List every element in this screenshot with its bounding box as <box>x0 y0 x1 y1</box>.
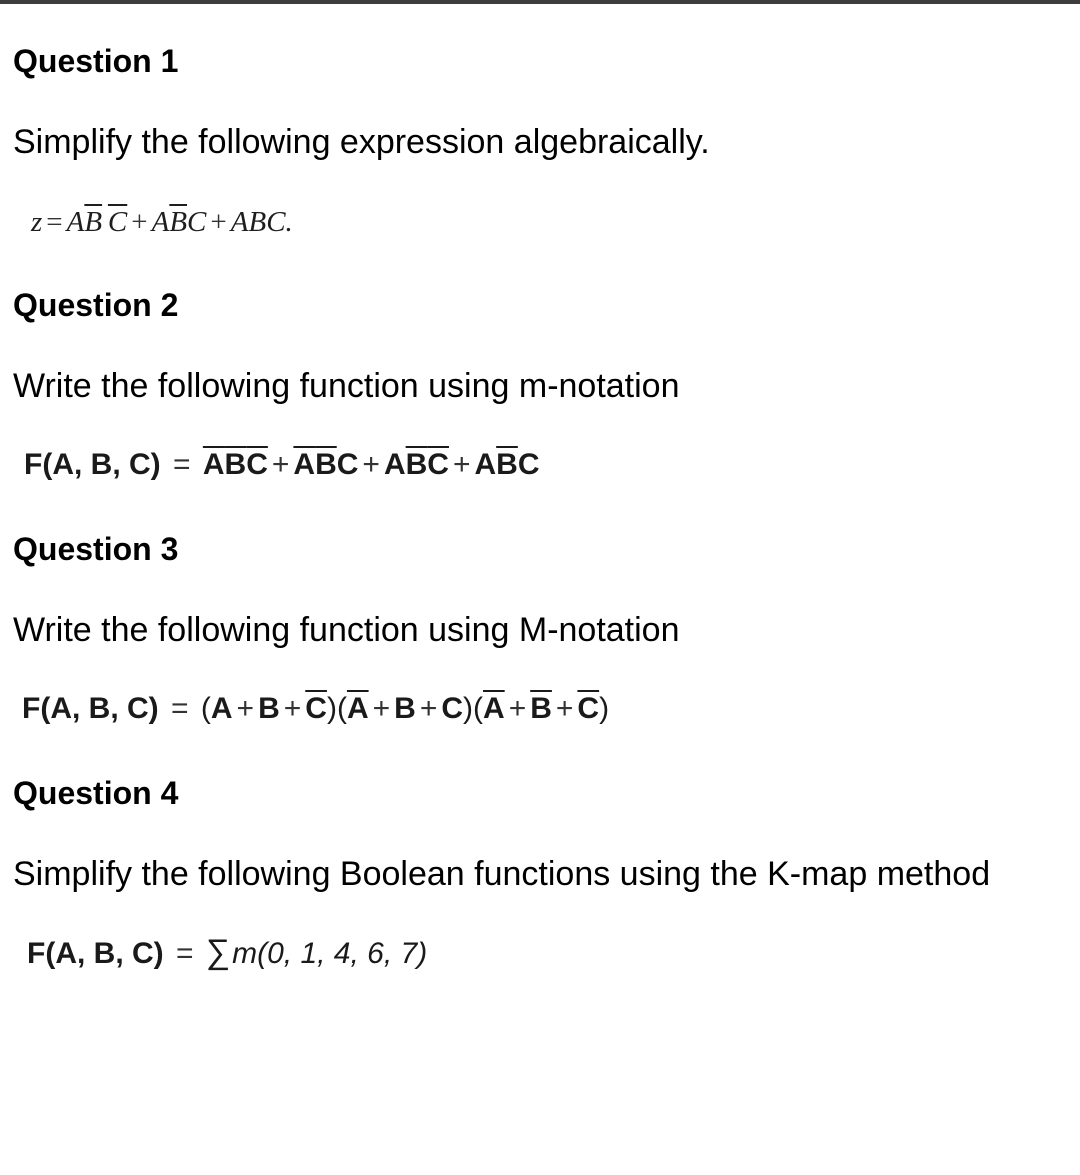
question-2-prompt: Write the following function using m-notation <box>13 367 680 405</box>
question-1-heading: Question 1 <box>13 43 179 79</box>
question-4-heading: Question 4 <box>13 775 179 811</box>
question-1-prompt: Simplify the following expression algebraically. <box>13 123 710 161</box>
question-3-heading: Question 3 <box>13 531 179 567</box>
summation-symbol: ∑ <box>205 933 231 971</box>
question-2-heading: Question 2 <box>13 287 179 323</box>
question-3-prompt: Write the following function using M-notation <box>13 611 680 649</box>
question-3-equation: F(A, B, $C) = (A + B + \overline{C})(\overline{A} + B + C)(\overline{A} + \overline{B} + \overline{C})$ <box>22 692 610 725</box>
question-2-equation: F(A, B, $C) = \overline{A}\overline{B}\overline{C} + \overline{A}\overline{B}C + A\overline{B}\overline{C} + A\overline{B}C$ <box>24 448 540 481</box>
question-4-prompt: Simplify the following Boolean functions using the K-map method <box>13 855 991 893</box>
question-1-equation: $z = A\overline{B}$ $\overline{C} + A\overline{B}C$ + ABC. <box>31 206 293 238</box>
top-border <box>0 0 1080 4</box>
question-4-equation: F(A, B, C) = ∑m(0, 1, 4, 6, 7) <box>27 933 428 971</box>
